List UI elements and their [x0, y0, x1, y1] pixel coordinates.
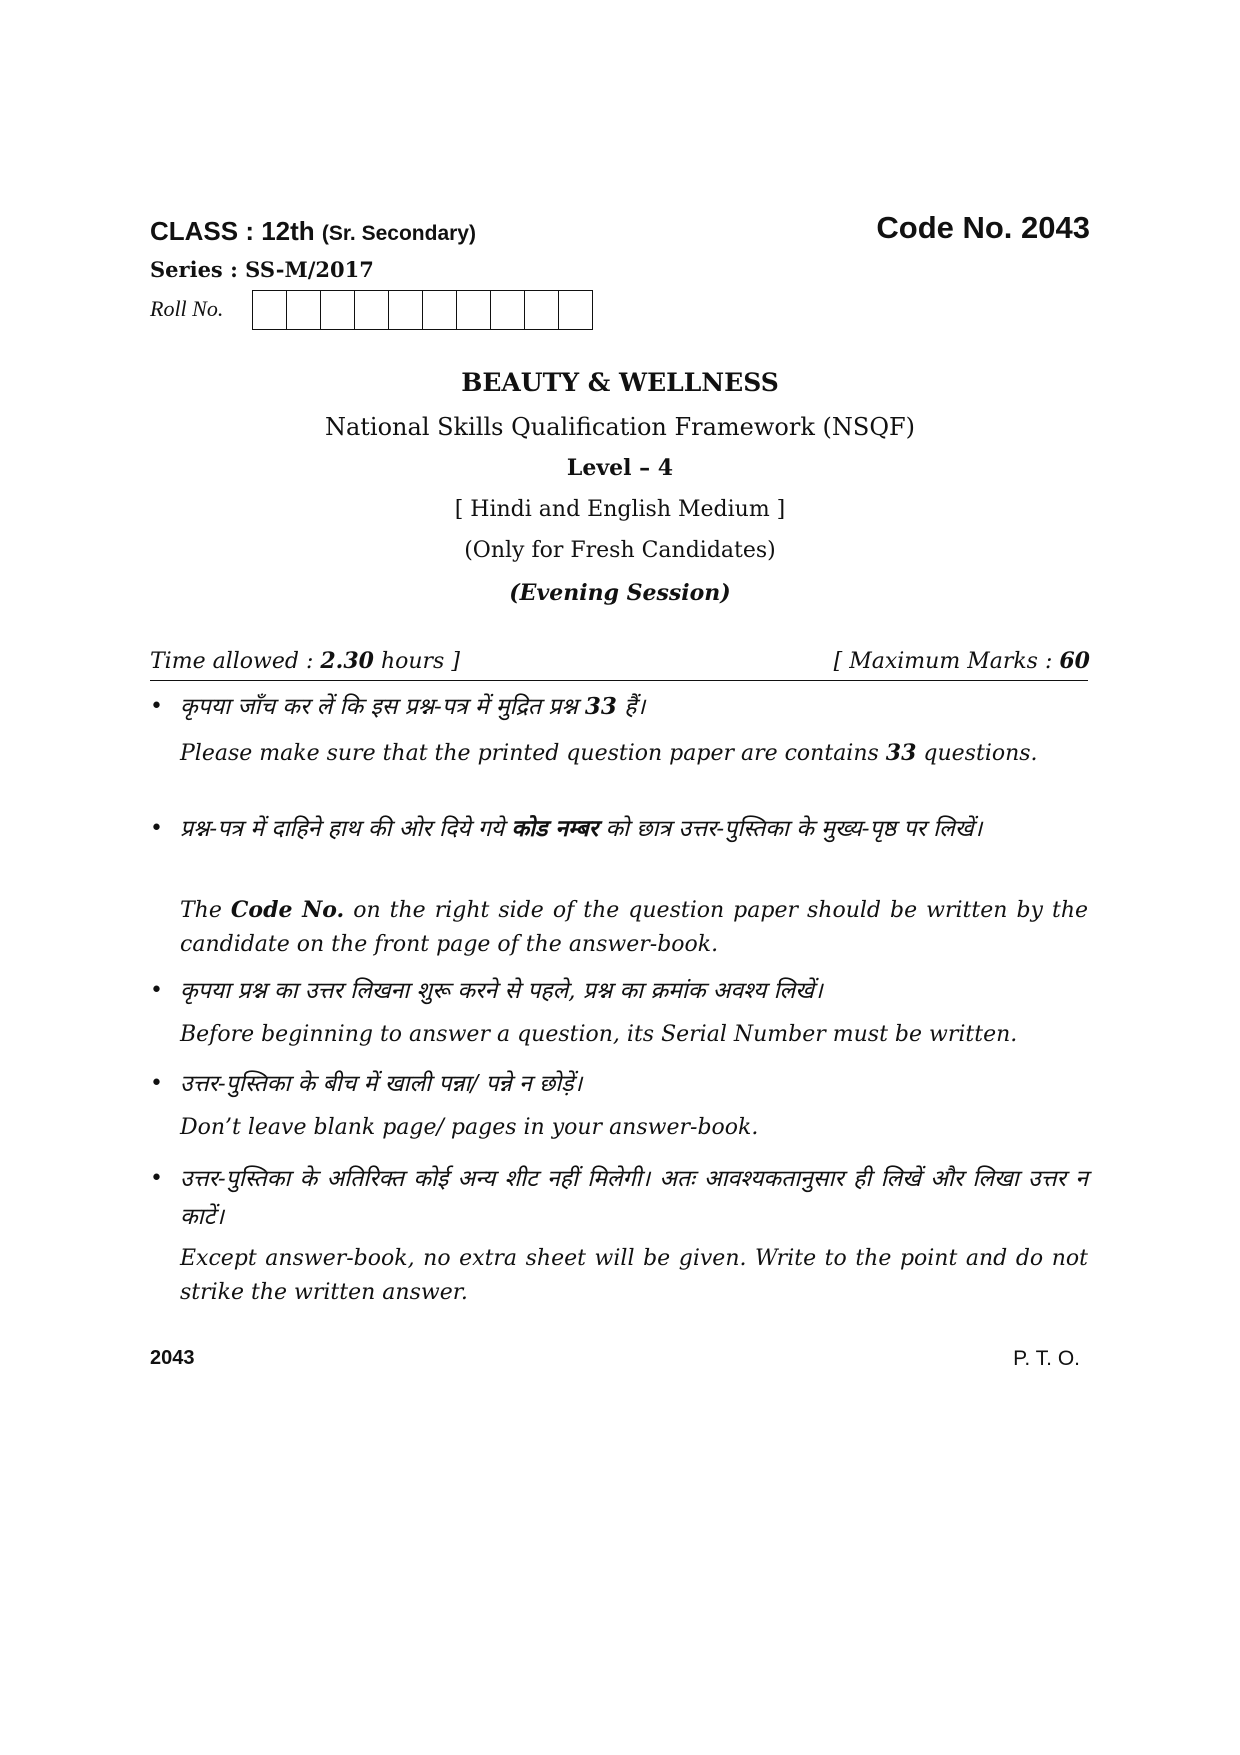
code-number: Code No. 2043	[876, 210, 1090, 245]
instruction-5-hindi: उत्तर-पुस्तिका के अतिरिक्त कोई अन्य शीट नहीं मिलेगी। अतः आवश्यकतानुसार ही लिखें और लिखा उत्तर न काटें।	[180, 1166, 1088, 1230]
session-note: (Evening Session)	[509, 580, 731, 606]
i1-hi-num: 33	[584, 693, 617, 720]
i2-en-a: The	[180, 898, 231, 923]
bullet-4: •	[150, 1071, 163, 1096]
time-allowed	[150, 648, 460, 674]
marks-value: 60	[1059, 648, 1090, 674]
medium-note: [ Hindi and English Medium ]	[454, 497, 786, 522]
class-main: CLASS : 12th	[150, 216, 315, 246]
roll-box[interactable]	[423, 291, 457, 329]
i2-hi-a: प्रश्न-पत्र में दाहिने हाथ की ओर दिये गये	[180, 816, 512, 842]
roll-box[interactable]	[355, 291, 389, 329]
i1-hi-a: कृपया जाँच कर लें कि इस प्रश्न-पत्र में मुद्रित प्रश्न	[180, 694, 585, 720]
instruction-3-english: Before beginning to answer a question, its Serial Number must be written.	[180, 1022, 1018, 1047]
level-title: Level – 4	[566, 455, 674, 481]
instruction-5-english: Except answer-book, no extra sheet will be given. Write to the point and do not strike the written answer.	[180, 1246, 1088, 1305]
roll-box[interactable]	[287, 291, 321, 329]
framework-title: National Skills Qualification Framework (NSQF)	[324, 413, 916, 441]
instruction-4-english: Don’t leave blank page/ pages in your answer-book.	[180, 1115, 759, 1140]
instruction-1-hindi	[180, 688, 1088, 726]
maximum-marks	[834, 648, 1090, 674]
i2-en-bold: Code No.	[230, 897, 345, 923]
roll-box[interactable]	[253, 291, 287, 329]
i2-en-b: on the right side of the question paper should be written by the candidate on the front page of the answer-book.	[180, 898, 1089, 957]
footer-code: 2043	[150, 1347, 195, 1369]
bullet-2: •	[150, 816, 163, 841]
footer-pto: P. T. O.	[1013, 1347, 1080, 1370]
i2-hi-b: को छात्र उत्तर-पुस्तिका के मुख्य-पृष्ठ पर लिखें।	[598, 816, 983, 842]
series-label: Series : SS-M/2017	[150, 257, 374, 282]
roll-number-label: Roll No.	[150, 296, 224, 321]
candidates-note: (Only for Fresh Candidates)	[464, 538, 776, 563]
class-label	[150, 216, 476, 247]
instruction-2-english	[180, 893, 1088, 962]
time-prefix: Time allowed :	[150, 649, 321, 674]
instruction-2-hindi	[180, 810, 1088, 848]
roll-box[interactable]	[491, 291, 525, 329]
divider	[150, 680, 1088, 681]
instruction-3-hindi: कृपया प्रश्न का उत्तर लिखना शुरू करने से पहले, प्रश्न का क्रमांक अवश्य लिखें।	[180, 978, 823, 1004]
bullet-1: •	[150, 694, 163, 719]
i2-hi-bold: कोड नम्बर	[511, 815, 599, 842]
i1-en-b: questions.	[916, 741, 1038, 766]
instruction-1-english	[180, 736, 1088, 771]
time-value: 2.30	[320, 648, 374, 674]
roll-number-boxes[interactable]	[252, 290, 593, 330]
roll-box[interactable]	[321, 291, 355, 329]
subject-title: BEAUTY & WELLNESS	[461, 368, 779, 397]
i1-en-num: 33	[885, 740, 917, 766]
time-suffix: hours ]	[373, 649, 460, 674]
class-sub: (Sr. Secondary)	[321, 222, 476, 245]
roll-box[interactable]	[389, 291, 423, 329]
roll-box[interactable]	[457, 291, 491, 329]
marks-prefix: [ Maximum Marks :	[833, 649, 1060, 674]
i1-en-a: Please make sure that the printed question paper are contains	[180, 741, 886, 766]
bullet-5: •	[150, 1166, 163, 1191]
instruction-4-hindi: उत्तर-पुस्तिका के बीच में खाली पन्ना/ पन्ने न छोड़ें।	[180, 1071, 583, 1097]
bullet-3: •	[150, 978, 163, 1003]
roll-box[interactable]	[525, 291, 559, 329]
i1-hi-b: हैं।	[616, 694, 646, 720]
roll-box[interactable]	[559, 291, 593, 329]
